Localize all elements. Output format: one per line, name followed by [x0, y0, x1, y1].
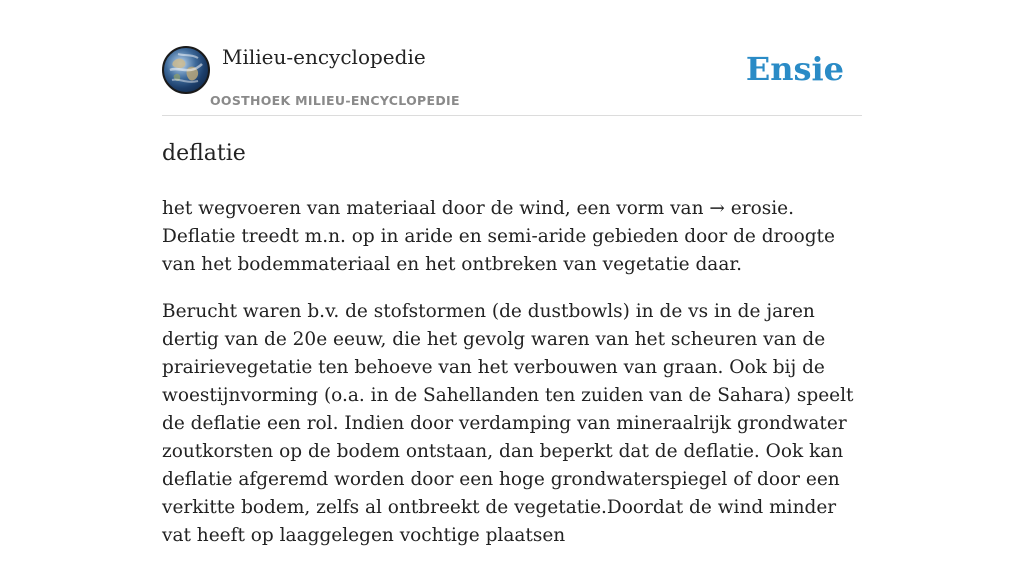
site-name[interactable]: Milieu-encyclopedie — [222, 45, 426, 69]
earth-globe-icon[interactable] — [162, 46, 210, 94]
paragraph-text: het wegvoeren van materiaal door de wind, een vorm van — [162, 198, 710, 219]
earth-globe-graphic — [164, 48, 208, 92]
link-text: erosie — [730, 198, 789, 219]
article-content — [162, 138, 862, 569]
site-header — [162, 0, 862, 116]
arrow-right-icon: → — [709, 198, 725, 219]
article-term: deflatie — [162, 141, 246, 166]
paragraph-text: . Deflatie treedt m.n. op in aride en semi-aride gebieden door de droogte van het bodemmateriaal en het ontbreken van vegetatie daar. — [162, 198, 835, 275]
ensie-logo-link[interactable]: Ensie — [745, 50, 844, 88]
site-subtitle: OOSTHOEK MILIEU-ENCYCLOPEDIE — [210, 93, 460, 108]
article-paragraph-2: Berucht waren b.v. de stofstormen (de dustbowls) in de vs in de jaren dertig van de 20e eeuw, die het gevolg waren van het scheuren van de prairievegetatie ten behoeve van het verbouwen van graan. Ook bij de woestijnvorming (o.a. in de Sahellanden ten zuiden van de Sahara) speelt de deflatie een rol. Indien door verdamping van mineraalrijk grondwater zoutkorsten op de bodem ontstaan, dan beperkt dat de deflatie. Ook kan deflatie afgeremd worden door een hoge grondwaterspiegel of door een verkitte bodem, zelfs al ontbreekt de vegetatie.Doordat de wind minder vat heeft op laaggelegen vochtige plaatsen — [162, 301, 854, 546]
cross-reference-link-erosie[interactable] — [709, 198, 788, 219]
article-paragraph-1 — [162, 195, 862, 279]
